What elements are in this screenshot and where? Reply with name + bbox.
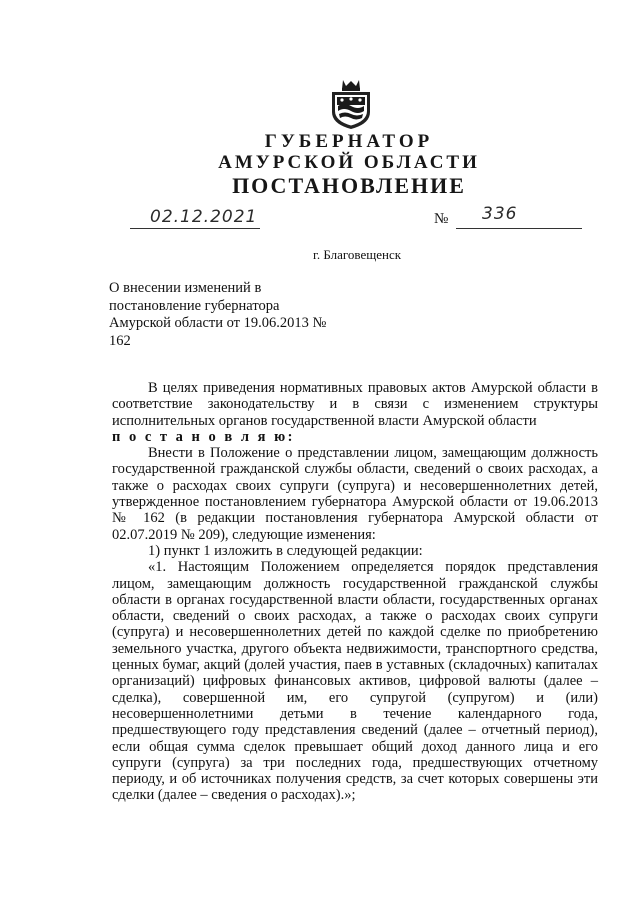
number-label: № (434, 211, 449, 227)
date-underline (130, 228, 260, 229)
document-subject: О внесении изменений в постановление губернатора Амурской области от 19.06.2013 № 162 (109, 280, 327, 349)
paragraph-amendments: Внести в Положение о представлении лицом, замещающим должность государственной гражданской службы области, сведений о своих расходах, а также о расходах своих супруги (супруга) и несовершеннолетних детей, утвержденное постановлением губернатора Амурской области от 19.06.2013 № 162 (в редакции постановления губернатора Амурской области от 02.07.2019 № 209), следующие изменения: (112, 445, 598, 543)
handwritten-number: 336 (482, 204, 518, 224)
number-underline (456, 228, 582, 229)
paragraph-preamble: В целях приведения нормативных правовых актов Амурской области в соответствие законодательству и в связи с изменением структуры исполнительных органов государственной власти Амурской области (112, 380, 598, 429)
paragraph-new-text: «1. Настоящим Положением определяется порядок представления лицом, замещающим должность государственной гражданской службы области в органах государственной власти области, государственных органах области, сведений о своих расходах, а также о расходах своих супруги (супруга) и несовершеннолетних детей по каждой сделке по приобретению земельного участка, другого объекта недвижимости, транспортного средства, ценных бумаг, акций (долей участия, паев в уставных (складочных) капиталах организаций) цифровых финансовых активов, цифровой валюты (далее – сделка), совершенной им, его супругой (супругом) и (или) несовершеннолетними детьми в течение календарного года, предшествующего году представления сведений (далее – отчетный период), если общая сумма сделок превышает общий доход данного лица и его супруги (супруга) за три последних года, предшествующих отчетному периоду, и об источниках получения средств, за счет которых совершены эти сделки (далее – сведения о расходах).»; (112, 559, 598, 804)
document-type: ПОСТАНОВЛЕНИЕ (232, 173, 466, 198)
handwritten-date: 02.12.2021 (150, 207, 258, 227)
paragraph-item-1: 1) пункт 1 изложить в следующей редакции: (148, 542, 423, 559)
city-label: г. Благовещенск (313, 247, 402, 262)
decree-word: п о с т а н о в л я ю: (112, 428, 295, 445)
document-body (112, 380, 598, 804)
title-governor: ГУБЕРНАТОР (264, 131, 434, 152)
coat-of-arms-icon (326, 78, 376, 130)
title-region: АМУРСКОЙ ОБЛАСТИ (218, 152, 480, 173)
